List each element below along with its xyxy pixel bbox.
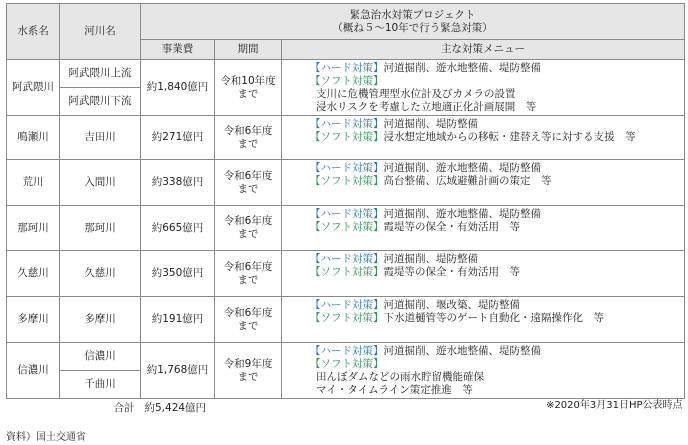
- menu-cell: [282, 251, 685, 297]
- soft-measures: 高台整備、広域避難計画の策定 等: [383, 175, 552, 187]
- river-cell: 千曲川: [60, 371, 141, 399]
- header-period: 期間: [215, 40, 282, 60]
- menu-line: [310, 175, 684, 188]
- hard-measures: 河道掘削、遊水地整備、堤防整備: [383, 208, 541, 220]
- hard-measures: 河道掘削、遊水地整備、堤防整備: [383, 162, 541, 174]
- menu-line: [310, 299, 684, 312]
- period-line: まで: [237, 370, 259, 383]
- period-line: 令和6年度: [223, 124, 273, 137]
- cost-cell: 約665億円: [141, 206, 215, 251]
- menu-line: [310, 75, 684, 88]
- period-line: まで: [237, 87, 259, 100]
- menu-cell: [282, 297, 685, 343]
- table-row: [7, 251, 685, 297]
- hard-measures: 河道掘削、堤防整備: [383, 118, 478, 130]
- cost-cell: 約350億円: [141, 251, 215, 297]
- menu-line: [310, 131, 684, 144]
- soft-tag: 【ソフト対策】: [310, 266, 384, 278]
- water-system-cell: 鳴瀬川: [7, 116, 60, 160]
- header-menu: 主な対策メニュー: [282, 40, 685, 60]
- menu-line: 田んぼダムなどの雨水貯留機能確保: [316, 371, 484, 383]
- river-cell: 多摩川: [60, 297, 141, 343]
- river-cell: 那珂川: [60, 206, 141, 251]
- table-row: [7, 160, 685, 206]
- soft-tag: 【ソフト対策】: [310, 75, 384, 87]
- cost-cell: 約338億円: [141, 160, 215, 206]
- menu-line: マイ・タイムライン策定推進 等: [316, 384, 473, 396]
- hard-tag: 【ハード対策】: [310, 253, 384, 265]
- hard-measures: 河道掘削、堰改築、堤防整備: [383, 299, 520, 311]
- soft-tag: 【ソフト対策】: [310, 221, 384, 233]
- water-system-cell: 那珂川: [7, 206, 60, 251]
- period-line: まで: [237, 228, 259, 240]
- header-river: 河川名: [60, 4, 141, 60]
- period-line: まで: [237, 273, 259, 286]
- table-row: [7, 206, 685, 251]
- emergency-flood-control-table: [6, 3, 685, 419]
- period-cell: [215, 206, 282, 251]
- header-water-system: 水系名: [7, 4, 60, 60]
- header-project-subtitle: （概ね５～10年で行う緊急対策）: [332, 21, 493, 34]
- header-cost: 事業費: [141, 40, 215, 60]
- publication-note: ※2020年3月31日HP公表時点: [546, 400, 683, 411]
- soft-tag: 【ソフト対策】: [310, 358, 384, 370]
- period-cell: [215, 60, 282, 116]
- river-cell: 入間川: [60, 160, 141, 206]
- menu-line: [310, 62, 684, 75]
- table-wrapper: [6, 3, 684, 419]
- menu-line: [310, 208, 684, 221]
- table-row: [7, 297, 685, 343]
- table-row: [7, 116, 685, 160]
- river-cell: 阿武隈川下流: [60, 88, 141, 116]
- total-label: 合計: [113, 402, 135, 415]
- water-system-cell: 阿武隈川: [7, 60, 60, 116]
- table-row: [7, 343, 685, 371]
- header-project: [141, 4, 685, 40]
- river-cell: 信濃川: [60, 343, 141, 371]
- period-line: 令和6年度: [223, 260, 273, 273]
- source-note: 資料）国土交通省: [6, 432, 86, 443]
- hard-tag: 【ハード対策】: [310, 62, 384, 74]
- river-cell: 久慈川: [60, 251, 141, 297]
- menu-line: [310, 345, 684, 358]
- soft-tag: 【ソフト対策】: [310, 131, 384, 143]
- cost-cell: 約271億円: [141, 116, 215, 160]
- menu-line: 支川に危機管理型水位計及びカメラの設置: [316, 88, 516, 100]
- water-system-cell: 信濃川: [7, 343, 60, 399]
- water-system-cell: 久慈川: [7, 251, 60, 297]
- menu-cell: [282, 206, 685, 251]
- menu-line: [310, 162, 684, 175]
- period-line: 令和6年度: [223, 306, 273, 319]
- soft-measures: 霞堤等の保全・有効活用 等: [383, 221, 520, 233]
- soft-tag: 【ソフト対策】: [310, 312, 384, 324]
- menu-line: 浸水リスクを考慮した立地適正化計画展開 等: [316, 101, 537, 113]
- soft-tag: 【ソフト対策】: [310, 175, 384, 187]
- table-row: [7, 60, 685, 88]
- hard-measures: 河道掘削、遊水地整備、堤防整備: [383, 62, 541, 74]
- total-row: [7, 399, 685, 419]
- period-line: 令和6年度: [223, 169, 273, 182]
- menu-cell: [282, 343, 685, 399]
- menu-line: [310, 266, 684, 279]
- period-cell: [215, 343, 282, 399]
- soft-measures: 霞堤等の保全・有効活用 等: [383, 266, 520, 278]
- period-cell: [215, 116, 282, 160]
- river-cell: 吉田川: [60, 116, 141, 160]
- menu-cell: [282, 60, 685, 116]
- period-line: まで: [237, 319, 259, 332]
- hard-tag: 【ハード対策】: [310, 299, 384, 311]
- hard-tag: 【ハード対策】: [310, 162, 384, 174]
- cost-cell: 約1,768億円: [141, 343, 215, 399]
- period-line: まで: [237, 137, 259, 150]
- cost-cell: 約191億円: [141, 297, 215, 343]
- period-line: 令和10年度: [220, 74, 276, 87]
- menu-line: [310, 118, 684, 131]
- water-system-cell: 荒川: [7, 160, 60, 206]
- period-line: 令和9年度: [223, 357, 273, 370]
- cost-cell: 約1,840億円: [141, 60, 215, 116]
- soft-measures: 浸水想定地域からの移転・建替え等に対する支援 等: [383, 131, 636, 143]
- total-value: 約5,424億円: [141, 399, 215, 419]
- period-line: 令和6年度: [223, 215, 273, 227]
- menu-cell: [282, 160, 685, 206]
- menu-line: [310, 253, 684, 266]
- menu-line: [310, 358, 684, 371]
- header-project-title: 緊急治水対策プロジェクト: [349, 8, 476, 21]
- menu-cell: [282, 116, 685, 160]
- hard-measures: 河道掘削、堤防整備: [383, 253, 478, 265]
- period-line: まで: [237, 182, 259, 195]
- menu-line: [310, 221, 684, 234]
- soft-measures: 下水道樋管等のゲート自動化・遠隔操作化 等: [383, 312, 604, 324]
- period-cell: [215, 297, 282, 343]
- hard-tag: 【ハード対策】: [310, 208, 384, 220]
- period-cell: [215, 160, 282, 206]
- hard-tag: 【ハード対策】: [310, 118, 384, 130]
- menu-line: [310, 312, 684, 325]
- hard-tag: 【ハード対策】: [310, 345, 384, 357]
- hard-measures: 河道掘削、遊水地整備、堤防整備: [383, 345, 541, 357]
- water-system-cell: 多摩川: [7, 297, 60, 343]
- river-cell: 阿武隈川上流: [60, 60, 141, 88]
- period-cell: [215, 251, 282, 297]
